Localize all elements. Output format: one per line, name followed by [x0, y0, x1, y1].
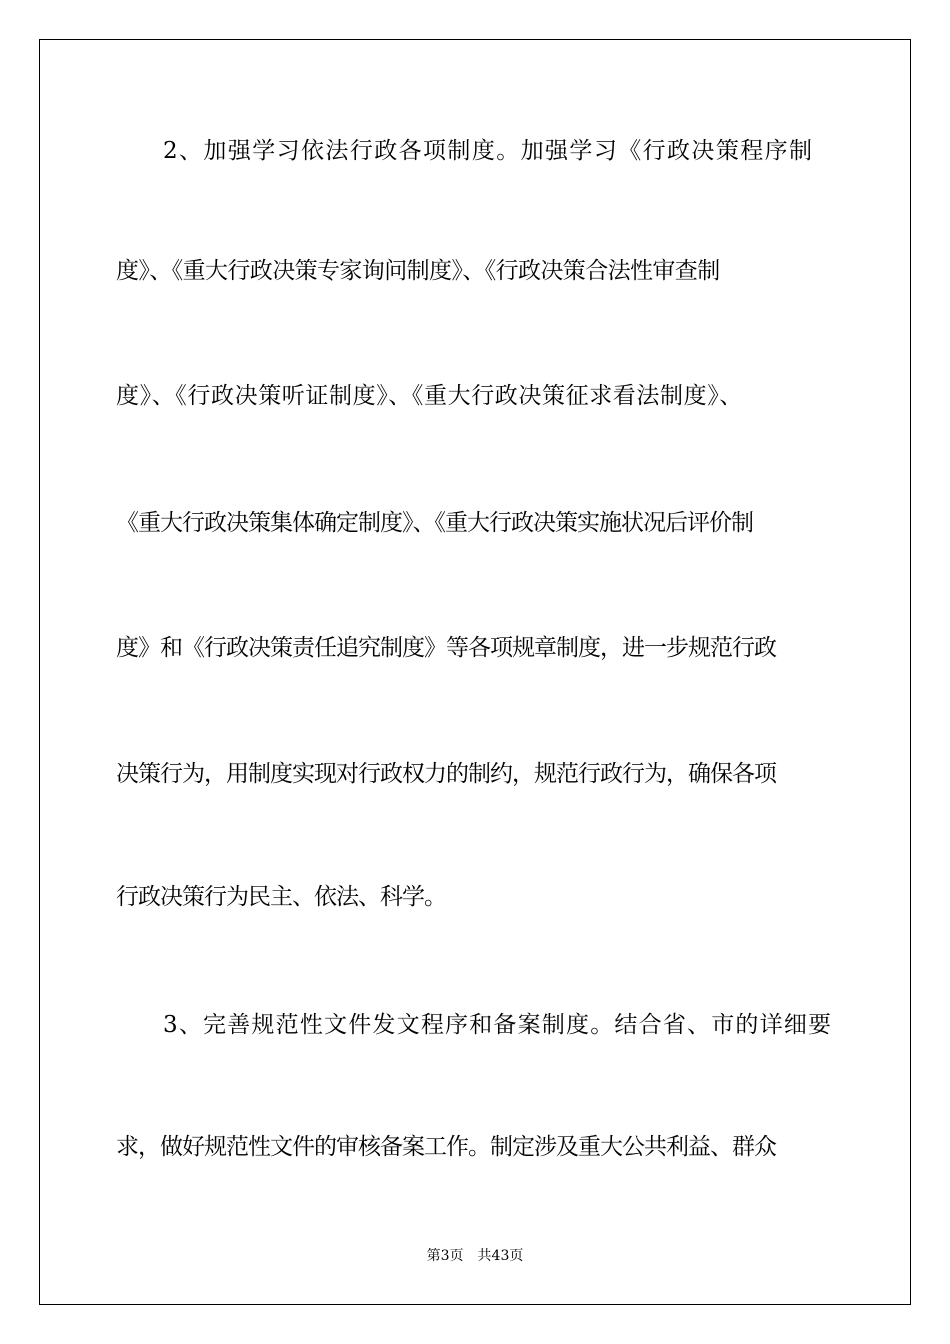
body-line-4: 《重大行政决策集体确定制度》、《重大行政决策实施状况后评价制 — [116, 510, 753, 536]
page-number-footer: 第3页 共43页 — [426, 1248, 524, 1264]
body-line-7: 行政决策行为民主、依法、科学。 — [116, 884, 446, 910]
body-line-3: 度》、《行政决策听证制度》、《重大行政决策征求看法制度》、 — [116, 383, 743, 409]
body-line-5: 度》和《行政决策责任追究制度》等各项规章制度，进一步规范行政 — [116, 635, 776, 661]
body-line-8: 3、完善规范性文件发文程序和备案制度。结合省、市的详细要 — [163, 1012, 833, 1038]
body-line-1: 2、加强学习依法行政各项制度。加强学习《行政决策程序制 — [163, 138, 814, 164]
page-border — [39, 39, 911, 1305]
body-line-2: 度》、《重大行政决策专家询问制度》、《行政决策合法性审查制 — [116, 258, 720, 284]
body-line-9: 求，做好规范性文件的审核备案工作。制定涉及重大公共利益、群众 — [116, 1134, 776, 1160]
body-line-6: 决策行为，用制度实现对行政权力的制约，规范行政行为，确保各项 — [116, 761, 776, 787]
